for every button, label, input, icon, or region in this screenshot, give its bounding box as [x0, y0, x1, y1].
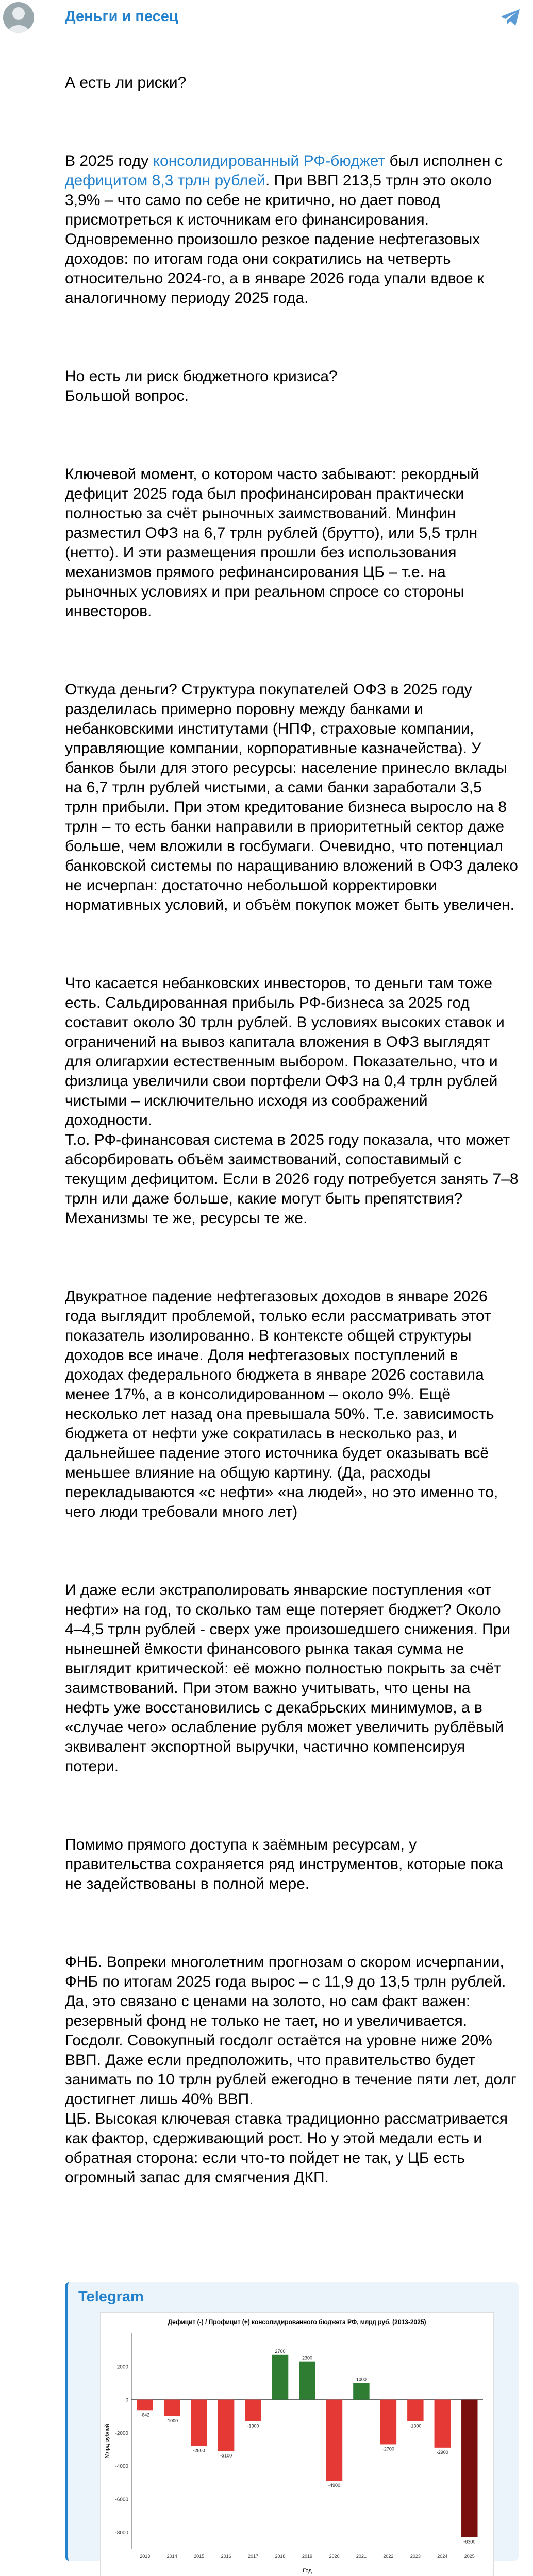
x-tick-label: 2023	[410, 2554, 421, 2559]
chart-bar	[164, 2400, 180, 2416]
bar-value-label: -1000	[166, 2418, 178, 2424]
chart-bar	[435, 2400, 451, 2448]
telegram-share-icon[interactable]	[498, 5, 523, 30]
bar-value-label: -642	[140, 2412, 150, 2418]
post-paragraph: А есть ли риски?	[65, 74, 187, 91]
y-tick-label: 2000	[116, 2364, 128, 2370]
bar-value-label: -2700	[382, 2446, 394, 2452]
bar-value-label: -2800	[193, 2448, 205, 2453]
y-tick-label: -8000	[115, 2530, 128, 2536]
post-paragraph: Помимо прямого доступа к заёмным ресурсам, у правительства сохраняется ряд инструментов, которые пока не задействованы в полной мере.	[65, 1836, 508, 1892]
post-body	[65, 34, 523, 2227]
x-tick-label: 2017	[248, 2554, 259, 2559]
x-tick-label: 2013	[140, 2554, 151, 2559]
y-tick-label: -2000	[115, 2430, 128, 2436]
chart-bar	[407, 2400, 423, 2421]
chart-bar	[353, 2383, 369, 2399]
chart-bar	[272, 2355, 288, 2400]
y-tick-label: -4000	[115, 2464, 128, 2470]
inline-link[interactable]: дефицитом 8,3 трлн рублей	[65, 172, 265, 189]
bar-value-label: -2900	[436, 2449, 448, 2455]
channel-name[interactable]: Деньги и песец	[65, 8, 178, 25]
post-paragraph: Откуда деньги? Структура покупателей ОФЗ в 2025 году разделилась примерно поровну между банками и небанковскими институтами (НПФ, страховые компании, управляющие компании, корпоративные казначейства). У банков были для этого ресурсы: население принесло вклады на 6,7 трлн рублей чистыми, а сами банки заработали 3,5 трлн прибыли. При этом кредитование бизнеса выросло на 8 трлн – то есть банки направили в приоритетный сектор даже больше, чем вложили в госбумаги. Очевидно, что потенциал банковской системы по наращиванию вложений в ОФЗ далеко не исчерпан: достаточно небольшой корректировки нормативных условий, и объём покупок может быть увеличен.	[65, 681, 523, 913]
x-tick-label: 2015	[194, 2554, 205, 2559]
chart-bar	[218, 2400, 234, 2451]
bar-value-label: -3100	[220, 2453, 232, 2459]
chart-bar	[245, 2400, 261, 2421]
channel-avatar[interactable]	[3, 2, 34, 33]
x-tick-label: 2025	[464, 2554, 475, 2559]
x-tick-label: 2020	[329, 2554, 340, 2559]
post-paragraph: Но есть ли риск бюджетного кризиса? Большой вопрос.	[65, 368, 338, 404]
chart-bar	[461, 2400, 477, 2537]
bar-value-label: -4900	[328, 2483, 340, 2488]
y-tick-label: -6000	[115, 2497, 128, 2503]
x-tick-label: 2019	[302, 2554, 313, 2559]
x-tick-label: 2021	[356, 2554, 367, 2559]
preview-chart[interactable]	[100, 2312, 494, 2576]
preview-source: Telegram	[78, 2289, 144, 2305]
y-axis-label: Млрд рублей	[104, 2424, 110, 2459]
post-paragraph: Двукратное падение нефтегазовых доходов в январе 2026 года выглядит проблемой, только если рассматривать этот показатель изолированно. В контексте общей структуры доходов все иначе. Доля нефтегазовых поступлений в доходах федерального бюджета в январе 2026 составила менее 17%, а в консолидированном – около 9%. Ещё несколько лет назад она превышала 50%. Т.е. зависимость бюджета от нефти уже сократилась в несколько раз, и дальнейшее падение этого источника будет оказывать всё меньшее влияние на общую картину. (Да, расходы перекладываются «с нефти» «на людей», но это именно то, чего люди требовали много лет)	[65, 1288, 503, 1520]
avatar-image	[3, 2, 34, 33]
post-paragraph: Что касается небанковских инвесторов, то деньги там тоже есть. Сальдированная прибыль РФ-бизнеса за 2025 год составит около 30 трлн рублей. В условиях высоких ставок и ограничений на вывоз капитала вложения в ОФЗ выглядят для олигархии естественным выбором. Показательно, что и физлица увеличили свои портфели ОФЗ на 0,4 трлн рублей чистыми – исключительно исходя из соображений доходности. Т.о. РФ-финансовая система в 2025 году показала, что может абсорбировать объём заимствований, сопоставимый с текущим дефицитом. Если в 2026 году потребуется занять 7–8 трлн или даже больше, какие могут быть препятствия? Механизмы те же, ресурсы те же.	[65, 975, 519, 1227]
chart-bar	[326, 2400, 342, 2481]
bar-value-label: -8300	[463, 2539, 476, 2545]
x-tick-label: 2016	[221, 2554, 231, 2559]
bar-value-label: -1300	[409, 2423, 422, 2429]
x-tick-label: 2014	[166, 2554, 177, 2559]
bar-value-label: -1300	[247, 2423, 259, 2429]
chart-bar	[299, 2362, 315, 2400]
chart-bar	[137, 2400, 153, 2411]
y-tick-label: 0	[125, 2397, 128, 2403]
post-paragraph: В 2025 году консолидированный РФ-бюджет был исполнен с дефицитом 8,3 трлн рублей. При ВВП 213,5 трлн это около 3,9% – что само по себе не критично, но дает повод присмотреться к источникам его финансирования. Одновременно произошло резкое падение нефтегазовых доходов: по итогам года они сократились на четверть относительно 2024-го, а в январе 2026 года упали вдвое к аналогичному периоду 2025 года.	[65, 152, 507, 307]
chart-title: Дефицит (-) / Профицит (+) консолидированного бюджета РФ, млрд руб. (2013-2025)	[168, 2318, 426, 2326]
link-preview-card[interactable]	[65, 2282, 519, 2574]
chart-bar	[380, 2400, 396, 2445]
x-tick-label: 2022	[383, 2554, 394, 2559]
bar-value-label: 1000	[356, 2377, 367, 2382]
x-axis-label: Год	[303, 2568, 312, 2574]
post-paragraph: ФНБ. Вопреки многолетним прогнозам о скором исчерпании, ФНБ по итогам 2025 года вырос – с 11,9 до 13,5 трлн рублей. Да, это связано с ценами на золото, но сам факт важен: резервный фонд не только не тает, но и увеличивается. Госдолг. Совокупный госдолг остаётся на уровне ниже 20% ВВП. Даже если предположить, что правительство будет занимать по 10 трлн рублей ежегодно в течение пяти лет, долг достигнет лишь 40% ВВП. ЦБ. Высокая ключевая ставка традиционно рассматривается как фактор, сдерживающий рост. Но у этой медали есть и обратная сторона: если что-то пойдет не так, у ЦБ есть огромный запас для смягчения ДКП.	[65, 1954, 517, 2186]
bar-value-label: 2700	[275, 2348, 286, 2354]
inline-link[interactable]: консолидированный РФ-бюджет	[153, 152, 386, 170]
chart-bar	[191, 2400, 207, 2446]
bar-value-label: 2300	[302, 2355, 313, 2361]
post-paragraph: И даже если экстраполировать январские поступления «от нефти» на год, то сколько там еще потеряет бюджет? Около 4–4,5 трлн рублей - сверх уже произошедшего снижения. При нынешней ёмкости финансового рынка такая сумма не выглядит критической: её можно полностью покрыть за счёт заимствований. При этом важно учитывать, что цены на нефть уже восстановились с декабрьских минимумов, а в «случае чего» ослабление рубля может увеличить рублёвый эквивалент экспортной выручки, частично компенсируя потери.	[65, 1582, 515, 1775]
x-tick-label: 2018	[275, 2554, 286, 2559]
post-paragraph: Ключевой момент, о котором часто забывают: рекордный дефицит 2025 года был профинансирован практически полностью за счёт рыночных заимствований. Минфин разместил ОФЗ на 6,7 трлн рублей (брутто), или 5,5 трлн (нетто). И эти размещения прошли без использования механизмов прямого рефинансирования ЦБ – т.е. на рыночных условиях и при реальном спросе со стороны инвесторов.	[65, 466, 484, 620]
x-tick-label: 2024	[437, 2554, 448, 2559]
